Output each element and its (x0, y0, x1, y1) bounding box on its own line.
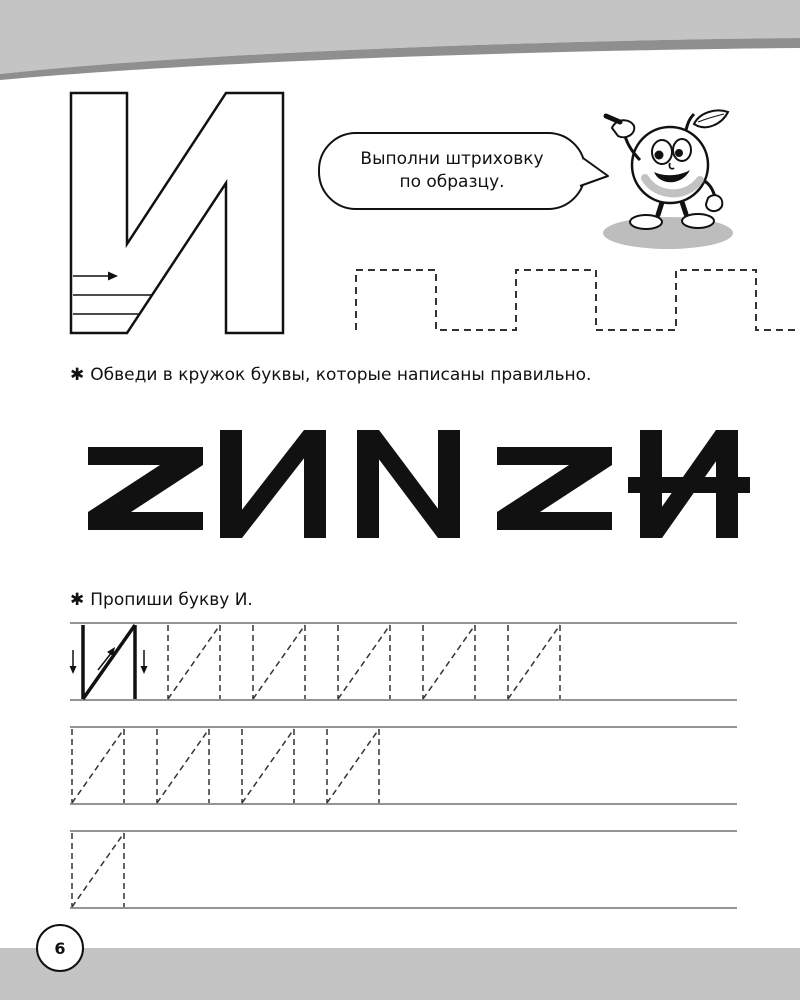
task-star-marker: ✱ (70, 590, 85, 610)
page-number: 6 (36, 924, 84, 972)
task-star-marker: ✱ (70, 365, 85, 385)
speech-bubble-line-1: Выполни штриховку (360, 149, 544, 169)
task-circle-letters-text: Обведи в кружок буквы, которые написаны правильно. (90, 365, 592, 385)
task-write-letter-text: Пропиши букву И. (90, 590, 253, 610)
speech-bubble-line-2: по образцу. (399, 172, 505, 192)
